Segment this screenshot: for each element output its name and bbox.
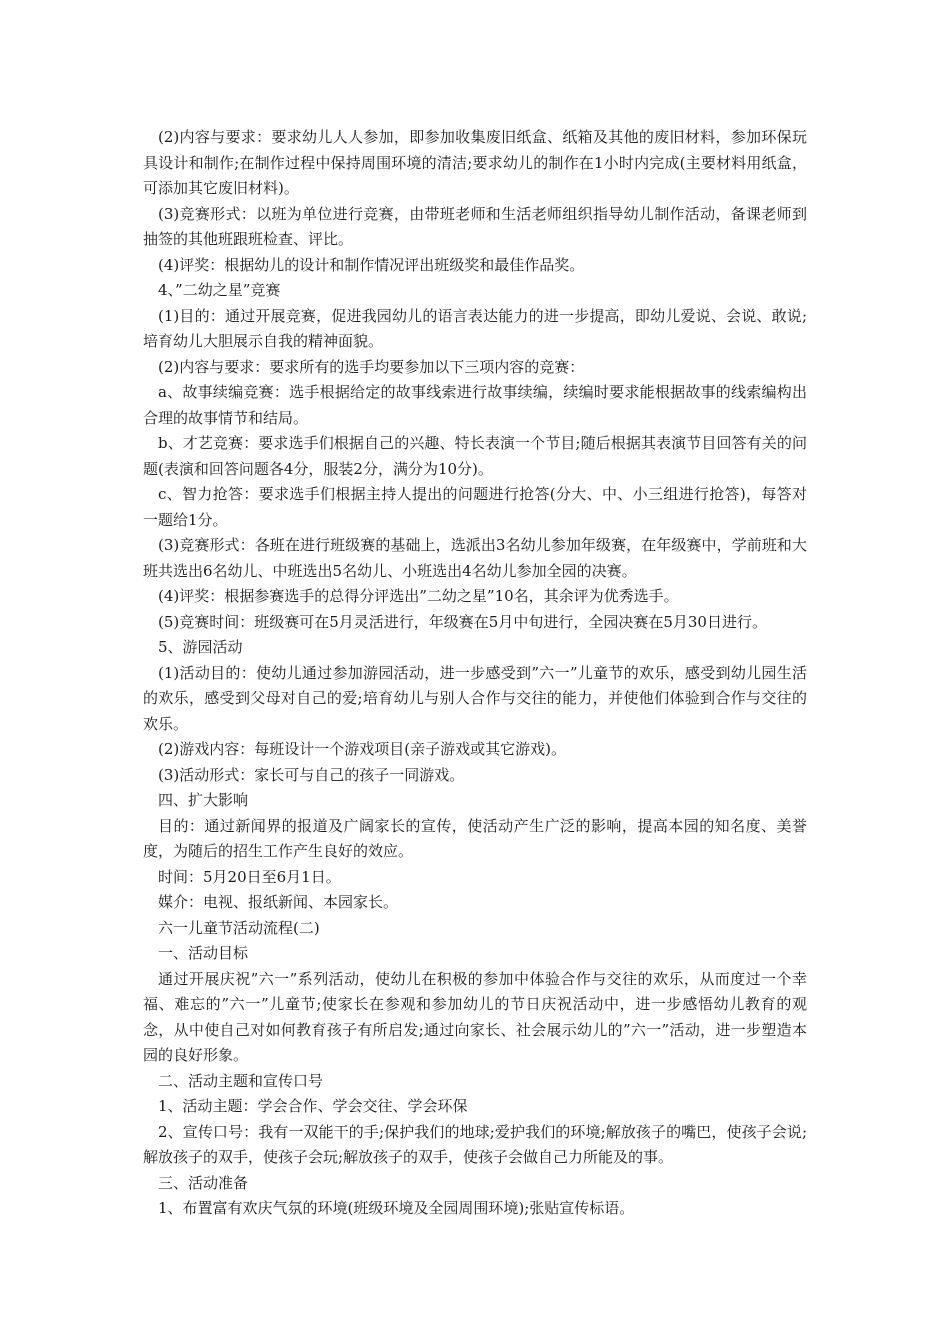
paragraph: (2)游戏内容：每班设计一个游戏项目(亲子游戏或其它游戏)。 bbox=[158, 740, 566, 758]
section-heading: 四、扩大影响 bbox=[158, 791, 249, 809]
paragraph: 通过开展庆祝”六一”系列活动，使幼儿在积极的参加中体验合作与交往的欢乐，从而度过一个幸福、难忘的”六一”儿童节;使家长在参观和参加幼儿的节日庆祝活动中，进一步感悟幼儿教育的观念，从中使自己对如何教育孩子有所启发;通过向家长、社会展示幼儿的”六一”活动，进一步塑造本园的良好形象。 bbox=[143, 969, 807, 1064]
paragraph: (3)竞赛形式：各班在进行班级赛的基础上，选派出3名幼儿参加年级赛，在年级赛中，学前班和大班共选出6名幼儿、中班选出5名幼儿、小班选出4名幼儿参加全园的决赛。 bbox=[143, 536, 807, 580]
section-heading: 5、游园活动 bbox=[158, 638, 243, 656]
paragraph: (2)内容与要求：要求幼儿人人参加，即参加收集废旧纸盒、纸箱及其他的废旧材料，参加环保玩具设计和制作;在制作过程中保持周围环境的清洁;要求幼儿的制作在1小时内完成(主要材料用纸盒，可添加其它废旧材料)。 bbox=[143, 128, 807, 197]
section-heading: 三、活动准备 bbox=[158, 1173, 249, 1192]
paragraph: (2)内容与要求：要求所有的选手均要参加以下三项内容的竞赛： bbox=[158, 357, 585, 376]
section-heading: 4、”二幼之星”竞赛 bbox=[158, 281, 281, 299]
paragraph: c、智力抢答：要求选手们根据主持人提出的问题进行抢答(分大、中、小三组进行抢答)，每答对一题给1分。 bbox=[143, 485, 807, 529]
paragraph: (1)活动目的：使幼儿通过参加游园活动，进一步感受到”六一”儿童节的欢乐，感受到幼儿园生活的欢乐，感受到父母对自己的爱;培育幼儿与别人合作与交往的能力，并使他们体验到合作与交往的欢乐。 bbox=[143, 663, 807, 733]
paragraph: 2、宣传口号：我有一双能干的手;保护我们的地球;爱护我们的环境;解放孩子的嘴巴，使孩子会说;解放孩子的双手，使孩子会玩;解放孩子的双手，使孩子会做自己力所能及的事。 bbox=[143, 1122, 807, 1166]
paragraph: (1)目的：通过开展竞赛，促进我园幼儿的语言表达能力的进一步提高，即幼儿爱说、会说、敢说;培育幼儿大胆展示自我的精神面貌。 bbox=[143, 306, 807, 350]
paragraph: (3)竞赛形式：以班为单位进行竞赛，由带班老师和生活老师组织指导幼儿制作活动，备课老师到抽签的其他班跟班检查、评比。 bbox=[143, 204, 807, 248]
paragraph: (5)竞赛时间：班级赛可在5月灵活进行，年级赛在5月中旬进行，全园决赛在5月30日进行。 bbox=[158, 612, 767, 631]
paragraph: 1、活动主题：学会合作、学会交往、学会环保 bbox=[158, 1097, 468, 1115]
paragraph: 目的：通过新闻界的报道及广阔家长的宣传，使活动产生广泛的影响，提高本园的知名度、美誉度，为随后的招生工作产生良好的效应。 bbox=[143, 816, 807, 860]
document-page bbox=[143, 125, 807, 1222]
paragraph: 时间：5月20日至6月1日。 bbox=[158, 867, 341, 886]
paragraph: a、故事续编竞赛：选手根据给定的故事线索进行故事续编，续编时要求能根据故事的线索编构出合理的故事情节和结局。 bbox=[143, 383, 807, 427]
document-subtitle: 六一儿童节活动流程(二) bbox=[158, 918, 320, 937]
paragraph: 媒介：电视、报纸新闻、本园家长。 bbox=[158, 893, 399, 911]
section-heading: 二、活动主题和宣传口号 bbox=[158, 1071, 324, 1090]
paragraph: (4)评奖：根据参赛选手的总得分评选出”二幼之星”10名，其余评为优秀选手。 bbox=[158, 587, 679, 605]
paragraph: (4)评奖：根据幼儿的设计和制作情况评出班级奖和最佳作品奖。 bbox=[158, 255, 585, 274]
paragraph: (3)活动形式：家长可与自己的孩子一同游戏。 bbox=[158, 765, 465, 784]
paragraph: b、才艺竞赛：要求选手们根据自己的兴趣、特长表演一个节目;随后根据其表演节目回答有关的问题(表演和回答问题各4分，服装2分，满分为10分)。 bbox=[143, 434, 807, 478]
section-heading: 一、活动目标 bbox=[158, 944, 249, 962]
paragraph: 1、布置富有欢庆气氛的环境(班级环境及全园周围环境);张贴宣传标语。 bbox=[158, 1199, 635, 1217]
